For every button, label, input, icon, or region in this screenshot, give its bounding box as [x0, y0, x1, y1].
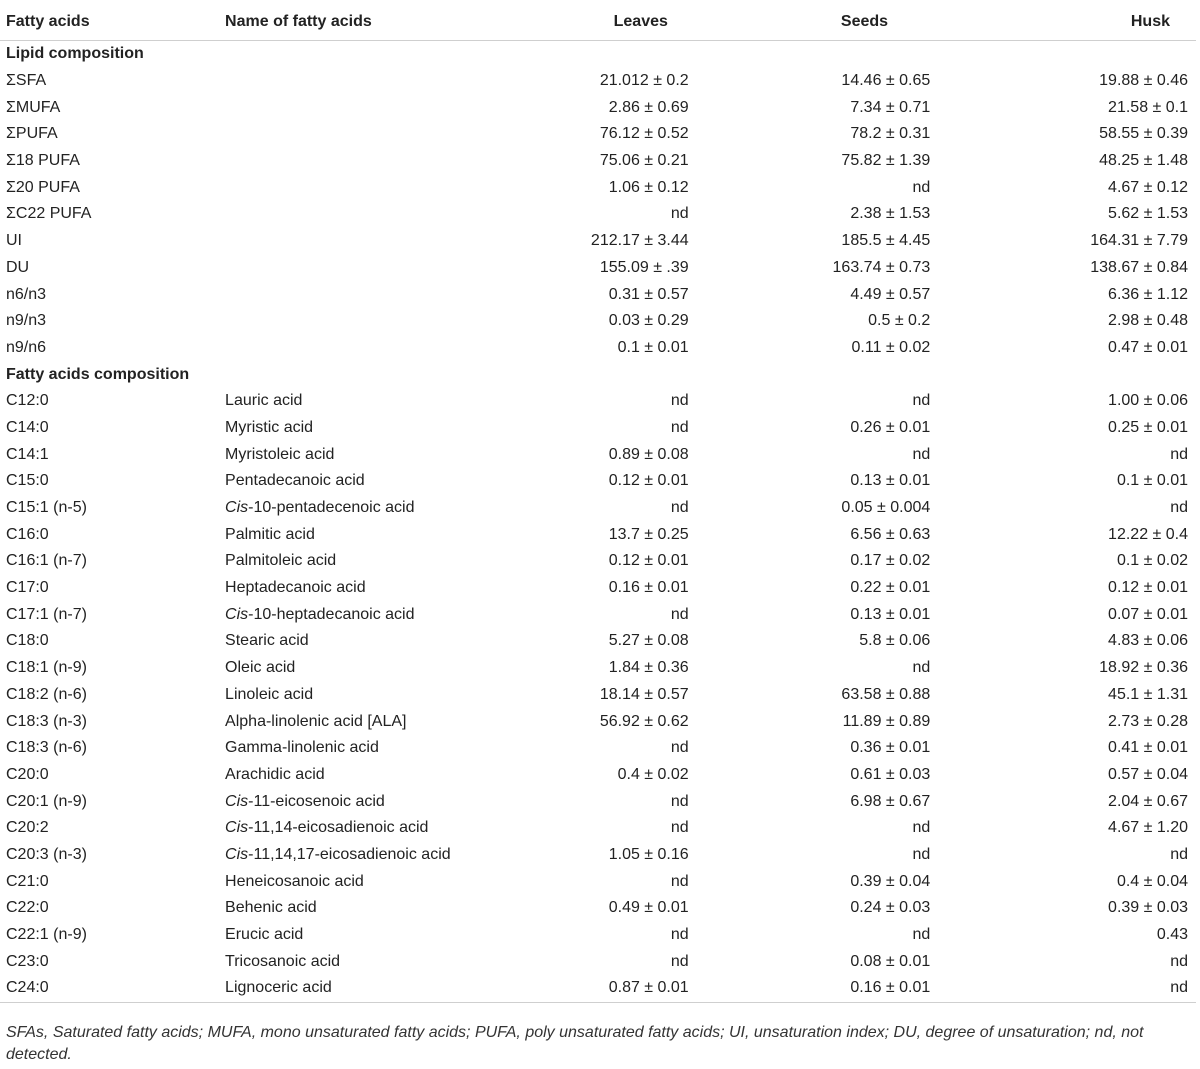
leaves-value: 0.16 ± 0.01	[608, 579, 689, 597]
husk-value: 6.36 ± 1.12	[1108, 285, 1188, 303]
fatty-acid-name	[225, 548, 493, 575]
seeds-value: 0.61 ± 0.03	[850, 765, 931, 783]
fatty-acid-name	[225, 762, 493, 789]
husk-value: 45.1 ± 1.31	[1108, 685, 1188, 703]
table-row	[0, 308, 1196, 335]
name-italic-prefix: Cis	[225, 605, 249, 623]
table-row	[0, 601, 1196, 628]
leaves-value: 212.17 ± 3.44	[590, 232, 689, 250]
name-text: Myristic acid	[225, 418, 314, 436]
header-seeds: Seeds	[689, 4, 931, 41]
husk-value: 0.25 ± 0.01	[1108, 418, 1188, 436]
table-row	[0, 922, 1196, 949]
leaves-value: 0.31 ± 0.57	[608, 285, 689, 303]
husk-value: 164.31 ± 7.79	[1090, 232, 1188, 250]
table-row	[0, 735, 1196, 762]
table-row	[0, 655, 1196, 682]
husk-value: 0.07 ± 0.01	[1108, 605, 1188, 623]
fatty-acid-code: Σ18 PUFA	[6, 152, 80, 170]
fatty-acid-code: C17:1 (n-7)	[6, 605, 87, 623]
fatty-acid-name	[225, 842, 493, 869]
fatty-acid-name	[225, 682, 493, 709]
fatty-acid-code: C24:0	[0, 975, 225, 1002]
seeds-value: 63.58 ± 0.88	[841, 685, 931, 703]
name-text: -11,14,17-eicosadienoic acid	[248, 845, 451, 863]
table-row	[0, 148, 1196, 175]
leaves-value: 0.12 ± 0.01	[608, 472, 689, 490]
leaves-value: nd	[670, 739, 689, 757]
fatty-acid-code: ΣC22 PUFA	[6, 205, 92, 223]
seeds-value: 0.13 ± 0.01	[850, 472, 931, 490]
table-row	[0, 201, 1196, 228]
seeds-value: 6.56 ± 0.63	[850, 525, 931, 543]
fatty-acid-name	[225, 495, 493, 522]
husk-value: 5.62 ± 1.53	[1108, 205, 1188, 223]
leaves-value: 21.012 ± 0.2	[599, 72, 689, 90]
fatty-acid-code: C16:1 (n-7)	[6, 552, 87, 570]
name-text: -10-heptadecanoic acid	[248, 605, 415, 623]
seeds-value: 163.74 ± 0.73	[832, 258, 931, 276]
leaves-value: 5.27 ± 0.08	[608, 632, 689, 650]
fatty-acid-code: C16:0	[6, 525, 49, 543]
header-leaves: Leaves	[493, 4, 689, 41]
leaves-value: nd	[670, 499, 689, 517]
fatty-acid-code: C18:0	[6, 632, 49, 650]
fatty-acid-name	[225, 94, 493, 121]
fatty-acid-code: Σ20 PUFA	[6, 178, 80, 196]
leaves-value: nd	[670, 205, 689, 223]
husk-value: 12.22 ± 0.4	[1108, 525, 1188, 543]
table-row	[0, 975, 1196, 1002]
fatty-acid-code: C21:0	[6, 872, 49, 890]
fatty-acid-name	[225, 815, 493, 842]
leaves-value: 0.4 ± 0.02	[617, 765, 689, 783]
fatty-acid-name	[225, 895, 493, 922]
name-text: Lignoceric acid	[225, 979, 332, 997]
seeds-value: nd	[912, 926, 931, 944]
table-row	[0, 628, 1196, 655]
name-text: -11,14-eicosadienoic acid	[248, 819, 429, 837]
table-row	[0, 468, 1196, 495]
leaves-value: 155.09 ± .39	[599, 258, 689, 276]
fatty-acid-name	[225, 255, 493, 282]
fatty-acid-code: C18:1 (n-9)	[6, 659, 87, 677]
husk-value: 4.67 ± 1.20	[1108, 819, 1188, 837]
fatty-acid-name	[225, 441, 493, 468]
fatty-acid-code: C18:3 (n-3)	[6, 712, 87, 730]
fatty-acid-code: C12:0	[6, 392, 49, 410]
fatty-acid-code: n6/n3	[6, 285, 47, 303]
fatty-acid-name	[225, 388, 493, 415]
fatty-acid-code: C14:1	[6, 445, 49, 463]
name-text: Erucic acid	[225, 926, 304, 944]
husk-value: nd	[930, 975, 1196, 1002]
table-footnote: SFAs, Saturated fatty acids; MUFA, mono unsaturated fatty acids; PUFA, poly unsaturated fatty acids; UI, unsaturation index; DU, degree of unsaturation; nd, not detected.	[6, 1024, 1144, 1063]
husk-value: 1.00 ± 0.06	[1108, 392, 1188, 410]
husk-value: 0.1 ± 0.02	[1116, 552, 1188, 570]
fatty-acid-name	[225, 975, 493, 1002]
fatty-acid-name	[225, 735, 493, 762]
husk-value: 19.88 ± 0.46	[1099, 72, 1188, 90]
leaves-value: 0.49 ± 0.01	[608, 899, 689, 917]
name-italic-prefix: Cis	[225, 819, 249, 837]
section-title: Lipid composition	[6, 45, 144, 63]
fatty-acid-name	[225, 174, 493, 201]
table-row	[0, 575, 1196, 602]
leaves-value: nd	[670, 872, 689, 890]
table-row	[0, 94, 1196, 121]
table-row	[0, 335, 1196, 362]
name-text: -10-pentadecenoic acid	[248, 499, 415, 517]
fatty-acid-code: n9/n3	[6, 312, 47, 330]
leaves-value: nd	[670, 605, 689, 623]
leaves-value: nd	[670, 792, 689, 810]
seeds-value: 75.82 ± 1.39	[841, 152, 931, 170]
fatty-acid-name	[225, 628, 493, 655]
table-row	[0, 948, 1196, 975]
leaves-value: 0.12 ± 0.01	[608, 552, 689, 570]
seeds-value: nd	[912, 445, 931, 463]
husk-value: nd	[1170, 499, 1188, 517]
leaves-value: 0.1 ± 0.01	[617, 338, 689, 356]
table-row	[0, 868, 1196, 895]
seeds-value: 11.89 ± 0.89	[842, 712, 931, 730]
fatty-acid-name	[225, 308, 493, 335]
husk-value: 21.58 ± 0.1	[1108, 98, 1188, 116]
seeds-value: 0.11 ± 0.02	[851, 338, 931, 356]
fatty-acid-name	[225, 601, 493, 628]
fatty-acid-code: C20:1 (n-9)	[6, 792, 87, 810]
fatty-acid-code: C18:2 (n-6)	[6, 685, 87, 703]
table-row	[0, 415, 1196, 442]
seeds-value: nd	[912, 819, 931, 837]
fatty-acid-code: C20:2	[6, 819, 49, 837]
husk-value: 48.25 ± 1.48	[1099, 152, 1188, 170]
name-text: Heptadecanoic acid	[225, 579, 366, 597]
husk-value: nd	[1170, 952, 1188, 970]
leaves-value: nd	[670, 819, 689, 837]
table-row	[0, 895, 1196, 922]
fatty-acid-name	[225, 335, 493, 362]
leaves-value: 1.05 ± 0.16	[608, 845, 689, 863]
section-header-row	[0, 41, 1196, 68]
husk-value: 0.47 ± 0.01	[1108, 338, 1188, 356]
husk-value: 2.04 ± 0.67	[1108, 792, 1188, 810]
leaves-value: 1.84 ± 0.36	[608, 659, 689, 677]
table-body	[0, 41, 1196, 1003]
leaves-value: 0.89 ± 0.08	[608, 445, 689, 463]
seeds-value: 0.22 ± 0.01	[850, 579, 931, 597]
fatty-acid-code: C15:0	[6, 472, 49, 490]
fatty-acid-name	[225, 868, 493, 895]
header-fatty-acids: Fatty acids	[0, 4, 225, 41]
table-row	[0, 682, 1196, 709]
table-row	[0, 388, 1196, 415]
section-header-row	[0, 361, 1196, 388]
fatty-acid-name	[225, 228, 493, 255]
fatty-acid-code: C22:0	[6, 899, 49, 917]
fatty-acid-code: C23:0	[6, 952, 49, 970]
leaves-value: 75.06 ± 0.21	[599, 152, 689, 170]
fatty-acid-code: C18:3 (n-6)	[6, 739, 87, 757]
table-row	[0, 495, 1196, 522]
table-row	[0, 441, 1196, 468]
name-text: Palmitic acid	[225, 525, 315, 543]
seeds-value: 185.5 ± 4.45	[841, 232, 931, 250]
fatty-acid-code: C22:1 (n-9)	[6, 926, 87, 944]
fatty-acid-code: n9/n6	[6, 338, 47, 356]
fatty-acid-name	[225, 281, 493, 308]
fatty-acid-name	[225, 922, 493, 949]
fatty-acid-name	[225, 708, 493, 735]
husk-value: 0.39 ± 0.03	[1108, 899, 1188, 917]
fatty-acid-code: ΣSFA	[6, 72, 47, 90]
seeds-value: 7.34 ± 0.71	[850, 98, 931, 116]
table-row	[0, 788, 1196, 815]
name-text: Alpha-linolenic acid [ALA]	[225, 712, 407, 730]
table-row	[0, 762, 1196, 789]
table-row	[0, 281, 1196, 308]
table-row	[0, 255, 1196, 282]
name-text: Palmitoleic acid	[225, 552, 337, 570]
husk-value: 0.4 ± 0.04	[1116, 872, 1188, 890]
seeds-value: 0.26 ± 0.01	[850, 418, 931, 436]
fatty-acid-code: C15:1 (n-5)	[6, 499, 87, 517]
name-text: Pentadecanoic acid	[225, 472, 365, 490]
husk-value: 18.92 ± 0.36	[1099, 659, 1188, 677]
fatty-acid-name	[225, 575, 493, 602]
leaves-value: 2.86 ± 0.69	[608, 98, 689, 116]
leaves-value: 76.12 ± 0.52	[599, 125, 689, 143]
seeds-value: nd	[912, 845, 931, 863]
husk-value: 0.12 ± 0.01	[1108, 579, 1188, 597]
seeds-value: 2.38 ± 1.53	[850, 205, 931, 223]
fatty-acid-code: ΣPUFA	[6, 125, 58, 143]
seeds-value: 78.2 ± 0.31	[850, 125, 931, 143]
fatty-acid-name	[225, 521, 493, 548]
leaves-value: nd	[670, 418, 689, 436]
table-row	[0, 121, 1196, 148]
seeds-value: 0.08 ± 0.01	[850, 952, 931, 970]
leaves-value: 18.14 ± 0.57	[599, 685, 689, 703]
leaves-value: 0.87 ± 0.01	[493, 975, 689, 1002]
name-text: Lauric acid	[225, 392, 303, 410]
fatty-acid-name	[225, 655, 493, 682]
fatty-acid-name	[225, 468, 493, 495]
seeds-value: 0.39 ± 0.04	[850, 872, 931, 890]
fatty-acid-code: DU	[6, 258, 30, 276]
name-text: Behenic acid	[225, 899, 317, 917]
fatty-acid-code: C20:3 (n-3)	[6, 845, 87, 863]
name-text: Myristoleic acid	[225, 445, 335, 463]
fatty-acid-name	[225, 121, 493, 148]
seeds-value: nd	[912, 392, 931, 410]
husk-value: 0.1 ± 0.01	[1116, 472, 1188, 490]
seeds-value: 5.8 ± 0.06	[859, 632, 931, 650]
seeds-value: 0.13 ± 0.01	[850, 605, 931, 623]
fatty-acid-code: UI	[6, 232, 22, 250]
name-text: -11-eicosenoic acid	[248, 792, 385, 810]
husk-value: 58.55 ± 0.39	[1099, 125, 1188, 143]
leaves-value: nd	[670, 952, 689, 970]
name-text: Oleic acid	[225, 659, 296, 677]
name-italic-prefix: Cis	[225, 845, 249, 863]
fatty-acid-name	[225, 68, 493, 95]
table-row	[0, 548, 1196, 575]
section-title: Fatty acids composition	[6, 365, 190, 383]
seeds-value: 0.05 ± 0.004	[841, 499, 931, 517]
name-text: Heneicosanoic acid	[225, 872, 364, 890]
fatty-acid-name	[225, 948, 493, 975]
husk-value: 0.43	[1156, 926, 1188, 944]
husk-value: 2.98 ± 0.48	[1108, 312, 1188, 330]
fatty-acid-code: C17:0	[6, 579, 49, 597]
seeds-value: nd	[912, 178, 931, 196]
leaves-value: 13.7 ± 0.25	[608, 525, 689, 543]
table-row	[0, 815, 1196, 842]
table-row	[0, 521, 1196, 548]
header-name: Name of fatty acids	[225, 4, 493, 41]
fatty-acid-name	[225, 148, 493, 175]
header-husk: Husk	[930, 4, 1196, 41]
name-text: Tricosanoic acid	[225, 952, 341, 970]
fatty-acids-table	[0, 4, 1196, 1003]
fatty-acid-name	[225, 201, 493, 228]
husk-value: 138.67 ± 0.84	[1090, 258, 1188, 276]
seeds-value: 14.46 ± 0.65	[841, 72, 931, 90]
table-row	[0, 174, 1196, 201]
table-row	[0, 842, 1196, 869]
fatty-acid-code: ΣMUFA	[6, 98, 61, 116]
seeds-value: nd	[912, 659, 931, 677]
name-text: Gamma-linolenic acid	[225, 739, 379, 757]
name-italic-prefix: Cis	[225, 792, 249, 810]
husk-value: 4.83 ± 0.06	[1108, 632, 1188, 650]
name-text: Arachidic acid	[225, 765, 325, 783]
leaves-value: 56.92 ± 0.62	[599, 712, 689, 730]
fatty-acid-code: C14:0	[6, 418, 49, 436]
seeds-value: 6.98 ± 0.67	[850, 792, 931, 810]
husk-value: 0.57 ± 0.04	[1108, 765, 1188, 783]
husk-value: 2.73 ± 0.28	[1108, 712, 1188, 730]
seeds-value: 0.17 ± 0.02	[850, 552, 931, 570]
seeds-value: 0.5 ± 0.2	[868, 312, 931, 330]
table-row	[0, 68, 1196, 95]
husk-value: nd	[1170, 445, 1188, 463]
leaves-value: 0.03 ± 0.29	[608, 312, 689, 330]
table-row	[0, 228, 1196, 255]
fatty-acid-name	[225, 415, 493, 442]
seeds-value: 4.49 ± 0.57	[850, 285, 931, 303]
leaves-value: nd	[670, 926, 689, 944]
seeds-value: 0.24 ± 0.03	[850, 899, 931, 917]
husk-value: 4.67 ± 0.12	[1108, 178, 1188, 196]
seeds-value: 0.36 ± 0.01	[850, 739, 931, 757]
seeds-value: 0.16 ± 0.01	[689, 975, 931, 1002]
name-italic-prefix: Cis	[225, 499, 249, 517]
husk-value: 0.41 ± 0.01	[1108, 739, 1188, 757]
leaves-value: 1.06 ± 0.12	[608, 178, 689, 196]
leaves-value: nd	[670, 392, 689, 410]
husk-value: nd	[1170, 845, 1188, 863]
name-text: Linoleic acid	[225, 685, 314, 703]
fatty-acid-code: C20:0	[6, 765, 49, 783]
fatty-acid-name	[225, 788, 493, 815]
name-text: Stearic acid	[225, 632, 309, 650]
table-row	[0, 708, 1196, 735]
header-row	[0, 4, 1196, 41]
